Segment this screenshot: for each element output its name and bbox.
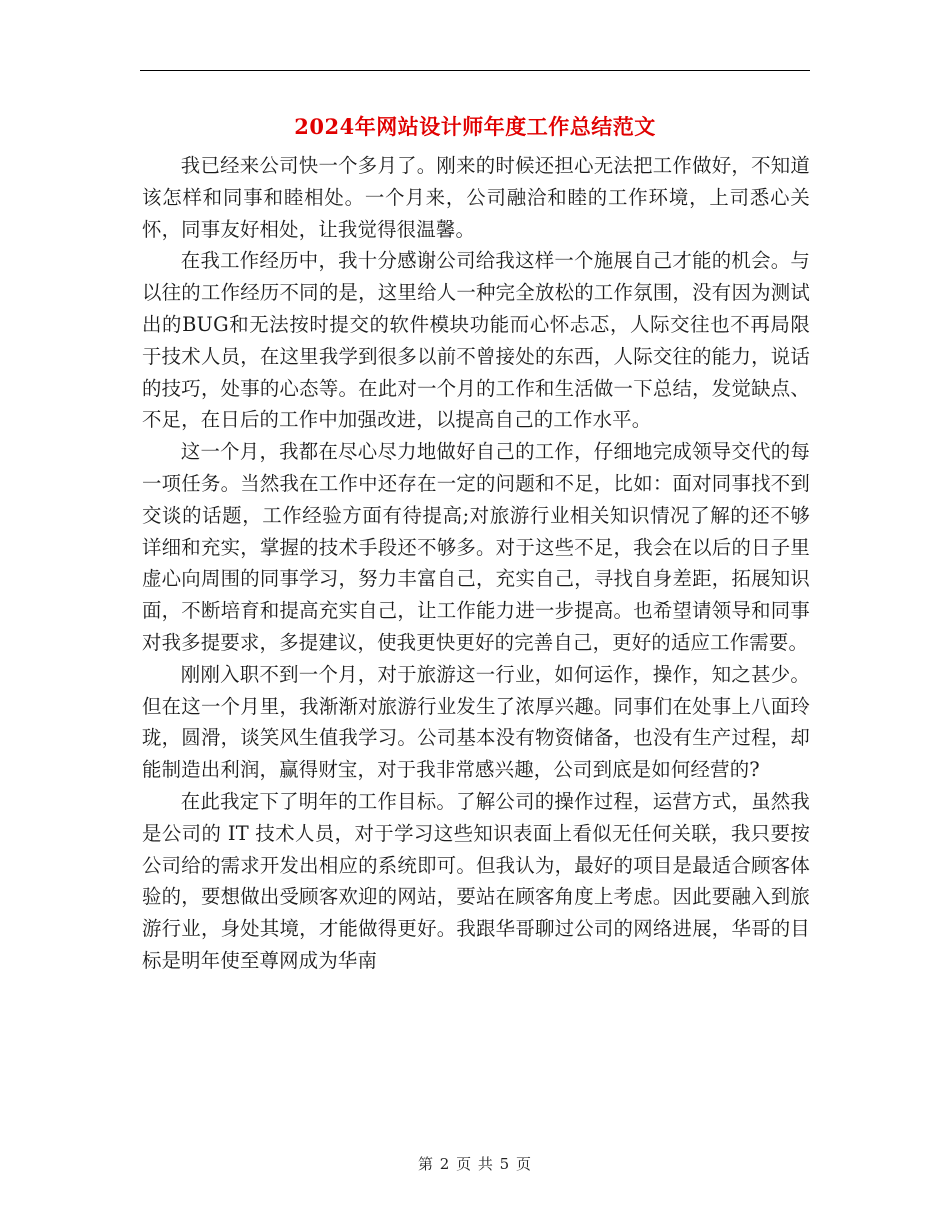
- paragraph: 这一个月，我都在尽心尽力地做好自己的工作，仔细地完成领导交代的每一项任务。当然我在工作中还存在一定的问题和不足，比如：面对同事找不到交谈的话题，工作经验方面有待提高;对旅游行业相关知识情况了解的还不够详细和充实，掌握的技术手段还不够多。对于这些不足，我会在以后的日子里虚心向周围的同事学习，努力丰富自己，充实自己，寻找自身差距，拓展知识面，不断培育和提高充实自己，让工作能力进一步提高。也希望请领导和同事对我多提要求，多提建议，使我更快更好的完善自己，更好的适应工作需要。: [142, 440, 810, 654]
- page-number-footer: 第 2 页 共 5 页: [418, 1155, 532, 1173]
- paragraph: 在我工作经历中，我十分感谢公司给我这样一个施展自己才能的机会。与以往的工作经历不同的是，这里给人一种完全放松的工作氛围，没有因为测试出的BUG和无法按时提交的软件模块功能而心怀忐忑，人际交往也不再局限于技术人员，在这里我学到很多以前不曾接处的东西，人际交往的能力，说话的技巧，处事的心态等。在此对一个月的工作和生活做一下总结，发觉缺点、不足，在日后的工作中加强改进，以提高自己的工作水平。: [142, 249, 810, 432]
- paragraph: 刚刚入职不到一个月，对于旅游这一行业，如何运作，操作，知之甚少。但在这一个月里，我渐渐对旅游行业发生了浓厚兴趣。同事们在处事上八面玲珑，圆滑，谈笑风生值我学习。公司基本没有物资储备，也没有生产过程，却能制造出利润，赢得财宝，对于我非常感兴趣，公司到底是如何经营的?: [142, 662, 810, 782]
- header-rule: [140, 70, 810, 71]
- paragraph: 我已经来公司快一个多月了。刚来的时候还担心无法把工作做好，不知道该怎样和同事和睦相处。一个月来，公司融洽和睦的工作环境，上司悉心关怀，同事友好相处，让我觉得很温馨。: [142, 154, 810, 241]
- document-title: 2024年网站设计师年度工作总结范文: [294, 114, 656, 139]
- paragraph: 在此我定下了明年的工作目标。了解公司的操作过程，运营方式，虽然我是公司的 IT 技术人员，对于学习这些知识表面上看似无任何关联，我只要按公司给的需求开发出相应的系统即可。但我认为，最好的项目是最适合顾客体验的，要想做出受顾客欢迎的网站，要站在顾客角度上考虑。因此要融入到旅游行业，身处其境，才能做得更好。我跟华哥聊过公司的网络进展，华哥的目标是明年使至尊网成为华南: [142, 789, 810, 972]
- document-body: [142, 150, 810, 977]
